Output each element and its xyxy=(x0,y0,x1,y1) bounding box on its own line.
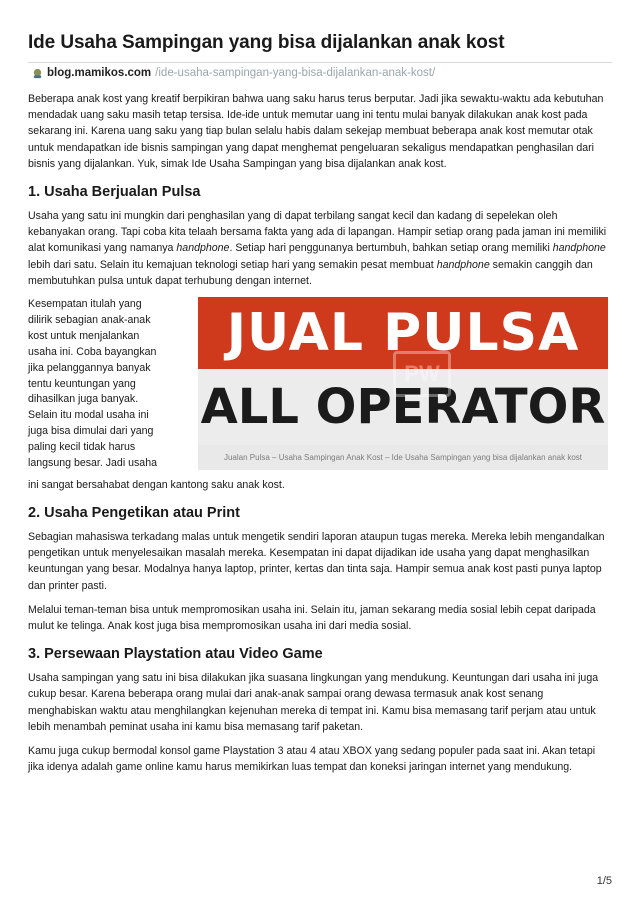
source-domain-link[interactable]: blog.mamikos.com xyxy=(47,67,152,79)
section-1-paragraph-2: Kesempatan itulah yang dilirik sebagian anak-anak kost untuk menjalankan usaha ini. Coba bayangkan jika pelanggannya banyak tentu keuntungan yang dihasilkan juga banyak. Selain itu modal usaha ini juga bisa dimulai dari yang paling kecil tidak harus langsung besar. Jadi usaha xyxy=(28,298,157,470)
jual-pulsa-banner xyxy=(198,297,608,445)
figure-caption: Jualan Pulsa – Usaha Sampingan Anak Kost – Ide Usaha Sampingan yang bisa dijalankan anak kost xyxy=(198,445,608,470)
banner-line-2: ALL OPERATOR xyxy=(200,379,606,436)
banner-line-1: JUAL PULSA xyxy=(226,303,580,364)
banner-watermark: PW xyxy=(393,351,451,397)
title-divider xyxy=(28,62,612,63)
source-line xyxy=(32,67,612,79)
source-path-link[interactable]: /ide-usaha-sampingan-yang-bisa-dijalankan-anak-kost/ xyxy=(155,67,436,79)
section-1-heading: 1. Usaha Berjualan Pulsa xyxy=(28,184,201,201)
section-1-paragraph-2-tail: ini sangat bersahabat dengan kantong saku anak kost. xyxy=(28,479,285,492)
section-3-paragraph-2: Kamu juga cukup bermodal konsol game Playstation 3 atau 4 atau XBOX yang sedang populer pada saat ini. Akan tetapi jika idenya adalah game online kamu harus memikirkan luas tempat dan koneksi jaringan internet yang mendukung. xyxy=(28,745,596,774)
section-2-paragraph-1: Sebagian mahasiswa terkadang malas untuk mengetik sendiri laporan ataupun tugas mereka. Mereka lebih mengandalkan pengetikan untuk menyelesaikan masalah mereka. Kesempatan ini dapat dijadikan ide usaha yang dapat menghasilkan keuntungan yang besar. Modalnya hanya laptop, printer, kertas dan tinta saja. Hampir semua anak kost pasti punya laptop dan printer pasti. xyxy=(28,531,605,592)
document-page xyxy=(28,32,612,783)
site-favicon-icon xyxy=(32,68,43,79)
pulsa-figure xyxy=(198,297,608,470)
intro-paragraph: Beberapa anak kost yang kreatif berpikiran bahwa uang saku harus terus berputar. Jadi jika sewaktu-waktu ada kebutuhan mendadak uang saku masih tetap tersisa. Ide-ide untuk memutar uang ini tentu mulai banyak dilakukan anak kost pada sekarang ini. Karena uang saku yang tiap bulan selalu habis dalam sekejap membuat beberapa anak kost memutar otak untuk mendapatkan ide bisnis sampingan yang dapat menghemat pengeluaran sekaligus mendapatkan penghasilan dari bisnis yang dijalankan. Yuk, simak Ide Usaha Sampingan yang bisa dijalankan anak kost. xyxy=(28,93,604,170)
section-2-heading: 2. Usaha Pengetikan atau Print xyxy=(28,505,240,522)
section-1-image-wrap xyxy=(28,297,612,477)
section-3-paragraph-1: Usaha sampingan yang satu ini bisa dilakukan jika suasana lingkungan yang mendukung. Keuntungan dari usaha ini juga cukup besar. Karena beberapa orang mulai dari anak-anak sampai orang dewasa termasuk anak kost senang menghabiskan waktu atau menghilangkan kejenuhan mereka di tempat ini. Kamu bisa memasang tarif perjam atau untuk lebih menambah peminat usaha ini kamu bisa memasang tarif paketan. xyxy=(28,672,599,733)
section-2-paragraph-2: Melalui teman-teman bisa untuk mempromosikan usaha ini. Selain itu, jaman sekarang media sosial lebih cepat daripada mulut ke telinga. Anak kost juga bisa mempromosikan usaha ini dari media sosial. xyxy=(28,603,596,633)
section-1-paragraph-1: Usaha yang satu ini mungkin dari penghasilan yang di dapat terbilang sangat kecil dan kadang di sepelekan oleh kebanyakan orang. Tapi coba kita telaah bersama fakta yang ada di lapangan. Hampir setiap orang pada jaman ini memiliki alat komunikasi yang namanya handphone. Setiap hari penggunanya bertumbuh, bahkan setiap orang memiliki handphone lebih dari satu. Selain itu kemajuan teknologi setiap hari yang semakin pesat membuat handphone semakin canggih dan membutuhkan pulsa untuk dapat terhubung dengan internet. xyxy=(28,210,607,287)
document-title: Ide Usaha Sampingan yang bisa dijalankan anak kost xyxy=(28,32,505,53)
page-number: 1/5 xyxy=(596,875,612,887)
section-3-heading: 3. Persewaan Playstation atau Video Game xyxy=(28,646,323,663)
